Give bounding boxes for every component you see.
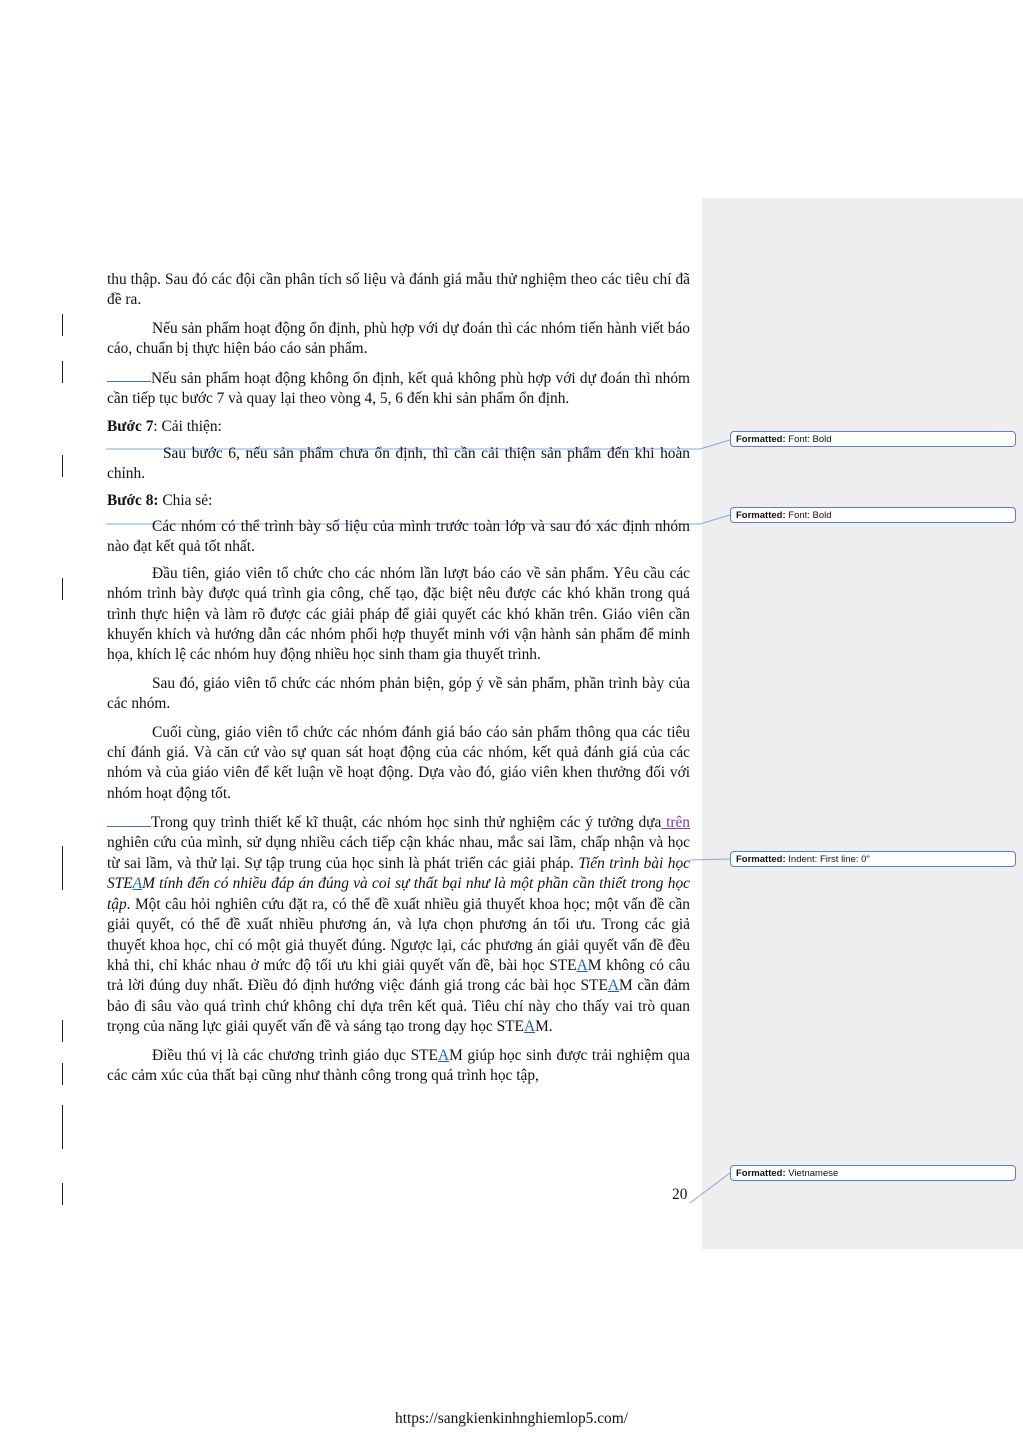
comment-label: Formatted: <box>736 434 786 445</box>
paragraph-text: . Một câu hỏi nghiên cứu đặt ra, có thể đề xuất nhiều giả thuyết khoa học; một vấn đề cần giải quyết, có thể đề xuất nhiều phương án, và lựa chọn phương án tối ưu. Trong các giả thuyết khoa học, chỉ có một giả thuyết đúng. Ngược lại, các phương án giải quyết vấn đề đều khả thi, chỉ khác nhau ở mức độ tối ưu khi giải quyết vấn đề, bài học STE <box>107 895 690 974</box>
comment-balloon[interactable] <box>730 851 1016 867</box>
comment-label: Formatted: <box>736 1168 786 1179</box>
paragraph: thu thập. Sau đó các đội cần phân tích số liệu và đánh giá mẫu thử nghiệm theo các tiêu chí đã đề ra. <box>107 271 690 309</box>
inserted-text: A <box>523 1018 536 1036</box>
inserted-text: A <box>132 875 143 893</box>
inserted-tab <box>107 812 151 827</box>
paragraph <box>107 368 690 410</box>
paragraph-text: nghiên cứu của mình, sử dụng nhiều cách tiếp cận khác nhau, mắc sai lầm, chấp nhận và học từ sai lầm, và thử lại. Sự tập trung của học sinh là phát triển các giải pháp. <box>107 834 690 872</box>
inserted-text: trên <box>661 814 690 832</box>
paragraph-text: Điều thú vị là các chương trình giáo dục STE <box>152 1046 438 1064</box>
inserted-text: A <box>437 1046 450 1064</box>
paragraph: Cuối cùng, giáo viên tổ chức các nhóm đánh giá báo cáo sản phẩm thông qua các tiêu chí đánh giá. Và căn cứ vào sự quan sát hoạt động của các nhóm, kết quả đánh giá của các nhóm và của giáo viên để kết luận về hoạt động. Dựa vào đó, giáo viên khen thưởng đối với nhóm hoạt động tốt. <box>107 723 690 802</box>
step-title: Chia sẻ: <box>158 491 213 509</box>
paragraph: Đầu tiên, giáo viên tổ chức cho các nhóm lần lượt báo cáo về sản phẩm. Yêu cầu các nhóm trình bày được quá trình gia công, chế tạo, đặc biệt nêu được các khó khăn trong quá trình thực hiện và làm rõ được các giải pháp để giải quyết các khó khăn trên. Giáo viên cần khuyến khích và hướng dẫn các nhóm phối hợp thuyết minh với vận hành sản phẩm để minh họa, khích lệ các nhóm huy động nhiều học sinh tham gia thuyết trình. <box>107 564 690 664</box>
paragraph: Sau bước 6, nếu sản phẩm chưa ổn định, thì cần cải thiện sản phẩm đến khi hoàn chỉnh. <box>107 444 690 483</box>
step-heading <box>107 417 690 437</box>
page-number: 20 <box>672 1186 688 1203</box>
paragraph: Nếu sản phẩm hoạt động ổn định, phù hợp với dự đoán thì các nhóm tiến hành viết báo cáo, chuẩn bị thực hiện báo cáo sản phẩm. <box>107 319 690 358</box>
inserted-text: A <box>576 956 588 974</box>
step-title: : Cải thiện: <box>153 418 222 436</box>
comment-balloon[interactable] <box>730 507 1016 523</box>
comment-balloon[interactable] <box>730 431 1016 447</box>
italic-text: Tiến trình bài học STE <box>107 854 690 893</box>
paragraph-text: Nếu sản phẩm hoạt động không ổn định, kết quả không phù hợp với dự đoán thì nhóm cần tiếp tục bước 7 và quay lại theo vòng 4, 5, 6 đến khi sản phẩm ổn định. <box>107 369 690 407</box>
paragraph-text: M không có câu trả lời đúng duy nhất. Điều đó định hướng việc đánh giá trong các bài học STE <box>107 956 690 995</box>
paragraph-text: M giúp học sinh được trải nghiệm qua các cảm xúc của thất bại cũng như thành công trong quá trình học tập, <box>107 1046 690 1084</box>
paragraph: Các nhóm có thể trình bày số liệu của mình trước toàn lớp và sau đó xác định nhóm nào đạt kết quả tốt nhất. <box>107 517 690 556</box>
comment-value: Indent: First line: 0" <box>788 854 870 865</box>
step-heading <box>107 491 690 511</box>
document-body <box>107 270 690 1086</box>
comment-label: Formatted: <box>736 510 786 521</box>
comment-value: Font: Bold <box>788 434 832 445</box>
paragraph-text: M cần đảm bảo đi sâu vào quá trình chứ không chỉ dựa trên kết quả. Tiêu chí này cho thấy vai trò quan trọng của năng lực giải quyết vấn đề và sáng tạo trong dạy học STE <box>107 977 690 1036</box>
paragraph-text: M. <box>535 1018 553 1036</box>
comment-value: Vietnamese <box>788 1168 839 1179</box>
step-label: Bước 8: <box>107 491 159 509</box>
comment-balloon[interactable] <box>730 1165 1016 1181</box>
italic-text: M tính đến có nhiều đáp án đúng và coi sự thất bại như là một phần cần thiết trong học tập <box>107 875 690 913</box>
comment-label: Formatted: <box>736 854 786 865</box>
footer-url[interactable]: https://sangkienkinhnghiemlop5.com/ <box>395 1410 628 1427</box>
inserted-tab <box>107 368 151 383</box>
paragraph <box>107 812 690 1037</box>
comment-value: Font: Bold <box>788 510 832 521</box>
paragraph-text: Trong quy trình thiết kế kĩ thuật, các nhóm học sinh thử nghiệm các ý tưởng dựa <box>151 814 662 832</box>
paragraph: Sau đó, giáo viên tổ chức các nhóm phản biện, góp ý về sản phẩm, phần trình bày của các nhóm. <box>107 674 690 713</box>
paragraph <box>107 1046 690 1087</box>
step-label: Bước 7 <box>107 418 154 436</box>
inserted-text: A <box>607 977 619 995</box>
